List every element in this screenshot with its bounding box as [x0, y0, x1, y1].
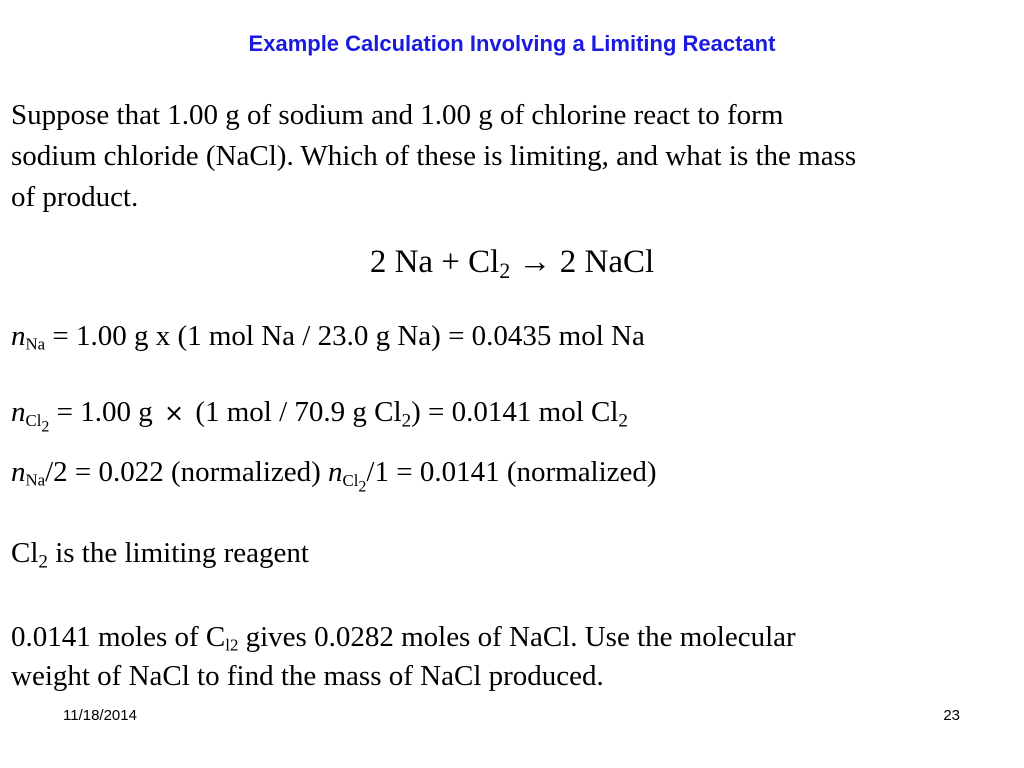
intro-line-3: of product. — [11, 181, 139, 213]
limiting-text: is the limiting reagent — [47, 537, 309, 569]
moles-symbol: n — [328, 456, 343, 488]
moles-symbol: n — [11, 396, 26, 428]
calc-cl2-text-3: ) = 0.0141 mol Cl — [411, 396, 619, 428]
cl-subscript — [342, 470, 367, 496]
conclusion-line-2: weight of NaCl to find the mass of NaCl produced. — [11, 660, 604, 692]
moles-symbol: n — [11, 456, 26, 488]
normalized-line — [11, 452, 657, 496]
cl-subscript — [25, 410, 50, 436]
conclusion-pre: 0.0141 moles of C — [11, 621, 226, 653]
calc-cl2-text-1: = 1.00 g — [49, 396, 160, 428]
page-number: 23 — [943, 707, 960, 724]
calc-na-text: = 1.00 g x (1 mol Na / 23.0 g Na) = 0.0435 mol Na — [45, 320, 645, 352]
slide-title: Example Calculation Involving a Limiting Reactant — [248, 31, 776, 56]
cl2-subscript: 2 — [401, 410, 412, 432]
na-subscript: Na — [25, 334, 46, 354]
footer-date: 11/18/2014 — [63, 707, 137, 724]
limiting-pre: Cl — [11, 537, 39, 569]
cl-subscript-text: Cl — [25, 410, 42, 430]
limiting-line — [11, 533, 309, 574]
calc-na-line — [11, 316, 645, 357]
intro-line-2: sodium chloride (NaCl). Which of these is limiting, and what is the mass — [11, 140, 857, 172]
moles-symbol: n — [11, 320, 26, 352]
calc-cl2-text-2: (1 mol / 70.9 g Cl — [188, 396, 402, 428]
cl-subscript-2: 2 — [358, 478, 367, 496]
equation-subscript: 2 — [499, 259, 511, 284]
normalized-cl2-text: /1 = 0.0141 (normalized) — [366, 456, 657, 488]
cl-subscript-text: Cl — [342, 470, 359, 490]
chemical-equation — [0, 240, 1024, 284]
normalized-na-text: /2 = 0.022 (normalized) — [45, 456, 329, 488]
conclusion-subscript: l2 — [225, 635, 239, 655]
intro-line-1: Suppose that 1.00 g of sodium and 1.00 g of chlorine react to form — [11, 99, 784, 131]
cl-subscript-2: 2 — [41, 418, 50, 436]
conclusion-post: gives 0.0282 moles of NaCl. Use the molecular — [238, 621, 796, 653]
calc-cl2-line — [11, 392, 628, 434]
multiply-icon: × — [163, 399, 185, 427]
equation-left: 2 Na + Cl — [369, 244, 500, 280]
na-subscript: Na — [25, 470, 46, 490]
limiting-subscript: 2 — [38, 551, 48, 573]
equation-right: → 2 NaCl — [510, 244, 655, 280]
conclusion-line-1 — [11, 617, 796, 658]
cl2-result-subscript: 2 — [618, 410, 628, 432]
